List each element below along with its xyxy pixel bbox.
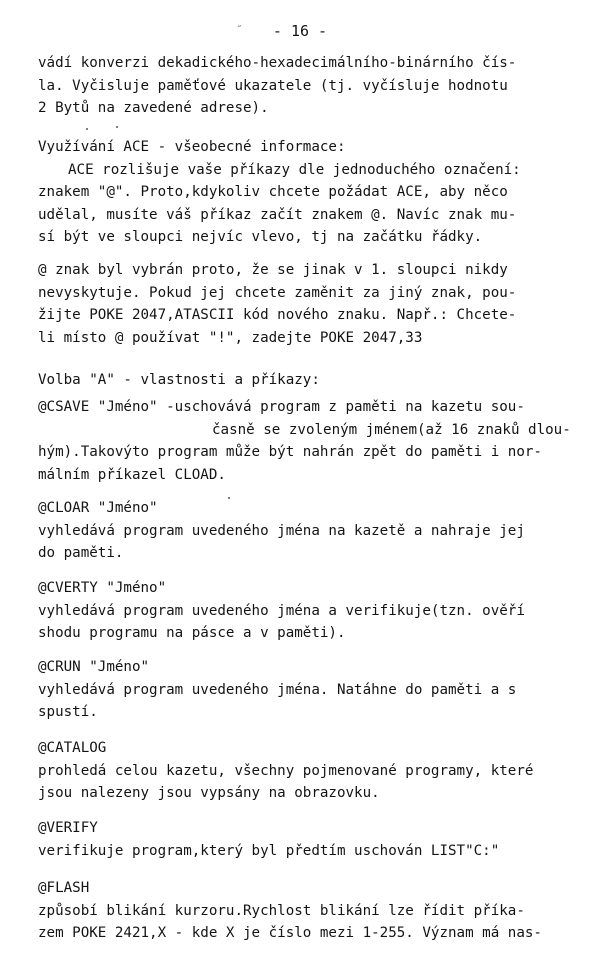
section-heading: Využívání ACE - všeobecné informace: [38,139,346,155]
command-name: @CLOAR "Jméno" [38,500,158,516]
command-name: @FLASH [38,880,90,896]
command-cverty [38,577,573,645]
command-name: @CVERTY "Jméno" [38,580,167,596]
at-sign-section [38,259,573,349]
command-name: @CRUN "Jméno" [38,659,150,675]
text-line: málním příkazel CLOAD. [38,466,226,483]
text-line: prohledá celou kazetu, všechny pojmenované programy, které [38,762,534,779]
text-line: li místo @ používat "!", zadejte POKE 2047,33 [38,329,423,346]
text-line: shodu programu na pásce a v paměti). [38,625,346,641]
scan-mark: ˝ [236,25,243,36]
text-line: vyhledává program uvedeného jména. Natáhne do paměti a s [38,681,517,698]
command-cloar [38,497,573,565]
text-line: la. Vyčisluje paměťové ukazatele (tj. vyčísluje hodnotu [38,77,508,94]
command-name: @CATALOG [38,740,107,756]
text-line: ACE rozlišuje vaše příkazy dle jednoduchého označení: [68,161,521,178]
section-heading: Volba "A" - vlastnosti a příkazy: [38,372,320,388]
text-line: verifikuje program,který byl předtím uschován LIST"C:" [38,842,500,859]
text-line: vyhledává program uvedeného jména a verifikuje(tzn. ověří [38,602,525,619]
scan-speck [86,128,88,130]
text-line: 2 Bytů na zavedené adrese). [38,100,269,116]
command-crun [38,656,573,724]
command-csave [38,396,573,486]
text-line: do paměti. [38,545,124,561]
text-line: zem POKE 2421,X - kde X je číslo mezi 1-255. Význam má nas- [38,925,542,941]
intro-paragraph [38,52,573,120]
text-line: jsou nalezeny jsou vypsány na obrazovku. [38,785,380,801]
text-line: udělal, musíte váš příkaz začít znakem @. Navíc znak mu- [38,206,517,223]
text-line: znakem "@". Proto,kdykoliv chcete požádat ACE, aby něco [38,184,508,200]
text-line: hým).Takovýto program může být nahrán zpět do paměti i nor- [38,444,542,460]
text-line: způsobí blikání kurzoru.Rychlost blikání lze řídit příka- [38,902,525,919]
command-verify [38,817,573,862]
ace-section [38,136,573,249]
text-line: nevyskytuje. Pokud jej chcete zaměnit za jiný znak, pou- [38,284,517,301]
volba-heading-block [38,369,573,392]
text-line: @ znak byl vybrán proto, že se jinak v 1. sloupci nikdy [38,262,508,278]
page-number: - 16 - [272,22,328,40]
command-flash [38,877,573,945]
command-name: @VERIFY [38,820,98,836]
text-line: -uschovává program z paměti na kazetu sou- [157,399,525,415]
text-line: vádí konverzi dekadického-hexadecimálního-binárního čís- [38,55,517,71]
text-line: časně se zvoleným jménem(až 16 znaků dlou- [212,421,571,438]
text-line: vyhledává program uvedeného jména na kazetě a nahraje jej [38,522,525,539]
scan-speck [116,126,118,128]
command-catalog [38,737,573,805]
text-line: žijte POKE 2047,ATASCII kód nového znaku. Např.: Chcete- [38,307,517,323]
text-line: spustí. [38,704,98,720]
text-line: sí být ve sloupci nejvíc vlevo, tj na začátku řádky. [38,229,483,245]
command-name: @CSAVE "Jméno" [38,399,158,415]
